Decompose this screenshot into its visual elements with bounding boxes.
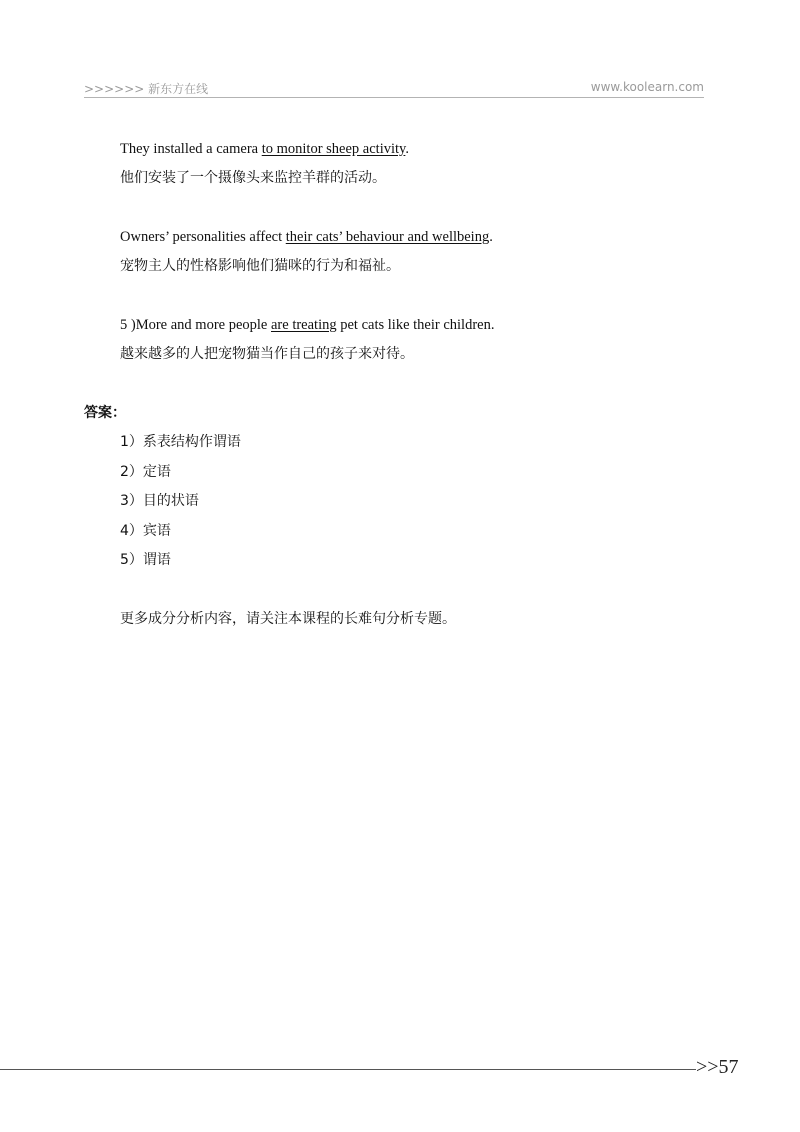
header-brand: >>>>>> 新东方在线 bbox=[84, 82, 209, 96]
example-1-underlined-phrase: to monitor sheep activity bbox=[261, 141, 406, 157]
header-divider bbox=[84, 97, 704, 98]
answer-item: 5）谓语 bbox=[120, 552, 171, 568]
example-3 bbox=[120, 315, 494, 364]
answer-item: 1）系表结构作谓语 bbox=[120, 434, 241, 450]
example-1-text-before: They installed a camera bbox=[120, 141, 262, 157]
header-website: www.koolearn.com bbox=[590, 80, 704, 94]
example-3-english bbox=[120, 315, 494, 335]
example-1-text-after: . bbox=[405, 141, 409, 157]
example-3-underlined-phrase: are treating bbox=[271, 317, 337, 333]
answers-list bbox=[120, 432, 241, 580]
example-2-text-before: Owners’ personalities affect bbox=[120, 229, 286, 245]
example-1 bbox=[120, 139, 409, 188]
example-3-text-before: 5 )More and more people bbox=[120, 317, 271, 333]
example-1-chinese: 他们安装了一个摄像头来监控羊群的活动。 bbox=[120, 170, 386, 186]
example-2-underlined-phrase: their cats’ behaviour and wellbeing bbox=[285, 229, 490, 245]
example-2-text-after: . bbox=[489, 229, 493, 245]
more-info-note: 更多成分分析内容，请关注本课程的长难句分析专题。 bbox=[120, 611, 456, 627]
answers-heading: 答案： bbox=[84, 405, 126, 421]
example-2-chinese: 宠物主人的性格影响他们猫咪的行为和福祉。 bbox=[120, 258, 400, 274]
page-header bbox=[84, 78, 704, 98]
page-number: >>57 bbox=[696, 1056, 739, 1078]
example-3-chinese: 越来越多的人把宠物猫当作自己的孩子来对待。 bbox=[120, 346, 414, 362]
example-3-text-after: pet cats like their children. bbox=[336, 317, 495, 333]
example-2-english bbox=[120, 227, 493, 247]
example-2 bbox=[120, 227, 493, 276]
footer-divider bbox=[0, 1069, 696, 1070]
example-1-english bbox=[120, 139, 409, 159]
answer-item: 4）宾语 bbox=[120, 522, 171, 539]
answer-item: 3）目的状语 bbox=[120, 493, 199, 509]
answer-item: 2）定语 bbox=[120, 463, 171, 480]
